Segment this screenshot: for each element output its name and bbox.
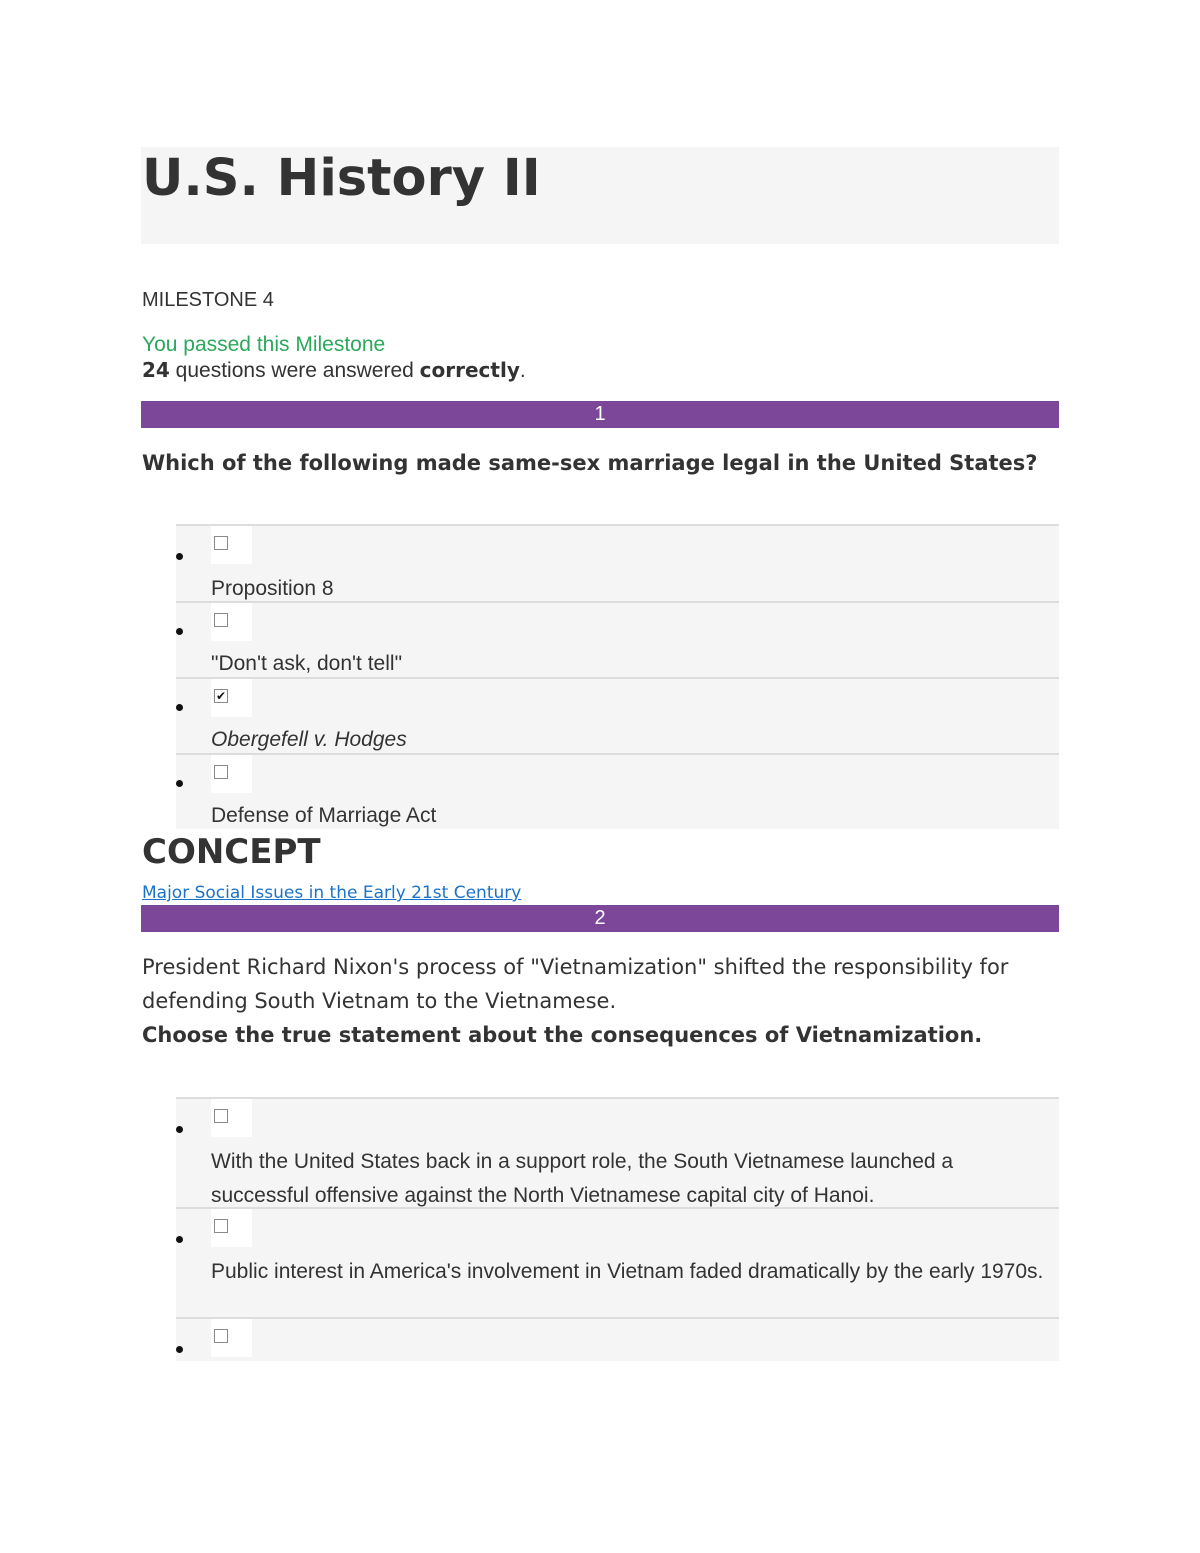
answer-option-label: Obergefell v. Hodges xyxy=(211,728,407,751)
bullet-icon xyxy=(176,1236,183,1243)
checkbox-container xyxy=(211,1319,252,1357)
milestone-status: You passed this Milestone xyxy=(142,333,386,356)
answer-option[interactable] xyxy=(176,753,1059,829)
answer-option-label: Proposition 8 xyxy=(211,577,334,600)
answered-end: . xyxy=(519,359,526,382)
bullet-icon xyxy=(176,628,183,635)
answer-option[interactable] xyxy=(176,1207,1059,1317)
checkbox-container xyxy=(211,755,252,793)
checkbox-icon[interactable] xyxy=(214,1219,228,1233)
answer-option[interactable] xyxy=(176,524,1059,601)
question-number-bar: 2 xyxy=(141,905,1059,932)
answered-strong: correctly xyxy=(419,358,520,382)
answer-option-label: Defense of Marriage Act xyxy=(211,804,437,827)
checkbox-container xyxy=(211,1209,252,1247)
checkbox-icon[interactable] xyxy=(214,1109,228,1123)
checkbox-container xyxy=(211,603,252,641)
page-title: U.S. History II xyxy=(142,149,541,208)
question-intro: President Richard Nixon's process of "Vietnamization" shifted the responsibility for defending South Vietnam to the Vietnamese. xyxy=(142,955,1009,1013)
bullet-icon xyxy=(176,1126,183,1133)
checkbox-container xyxy=(211,526,252,564)
answer-option[interactable] xyxy=(176,1097,1059,1207)
question-text: Which of the following made same-sex marriage legal in the United States? xyxy=(142,451,1038,475)
answer-option-label: "Don't ask, don't tell" xyxy=(211,652,403,675)
answer-options-q1 xyxy=(176,524,1059,829)
answer-option[interactable] xyxy=(176,1317,1059,1361)
concept-heading: CONCEPT xyxy=(142,832,321,872)
bullet-icon xyxy=(176,553,183,560)
question-number-bar: 1 xyxy=(141,401,1059,428)
concept-link[interactable]: Major Social Issues in the Early 21st Century xyxy=(142,883,522,903)
answer-option[interactable] xyxy=(176,601,1059,677)
answered-mid: questions were answered xyxy=(169,359,420,382)
answer-option-label: With the United States back in a support role, the South Vietnamese launched a successful offensive against the North Vietnamese capital city of Hanoi. xyxy=(211,1150,954,1207)
milestone-label: MILESTONE 4 xyxy=(142,289,274,311)
checkbox-icon[interactable] xyxy=(214,765,228,779)
answer-options-q2 xyxy=(176,1097,1059,1361)
checkbox-icon[interactable] xyxy=(214,1329,228,1343)
question-prompt: Choose the true statement about the consequences of Vietnamization. xyxy=(142,1023,983,1047)
bullet-icon xyxy=(176,704,183,711)
checkbox-checked-icon[interactable]: ✔ xyxy=(215,689,227,703)
checkbox-container xyxy=(211,679,252,717)
checkbox-container xyxy=(211,1099,252,1137)
checkbox-icon[interactable] xyxy=(214,613,228,627)
bullet-icon xyxy=(176,1346,183,1353)
answer-option-label: Public interest in America's involvement in Vietnam faded dramatically by the early 1970s. xyxy=(211,1260,1044,1283)
checkbox-icon[interactable] xyxy=(214,536,228,550)
answered-count: 24 xyxy=(142,358,170,382)
bullet-icon xyxy=(176,780,183,787)
answer-option-selected[interactable] xyxy=(176,677,1059,753)
answered-summary xyxy=(142,358,526,383)
